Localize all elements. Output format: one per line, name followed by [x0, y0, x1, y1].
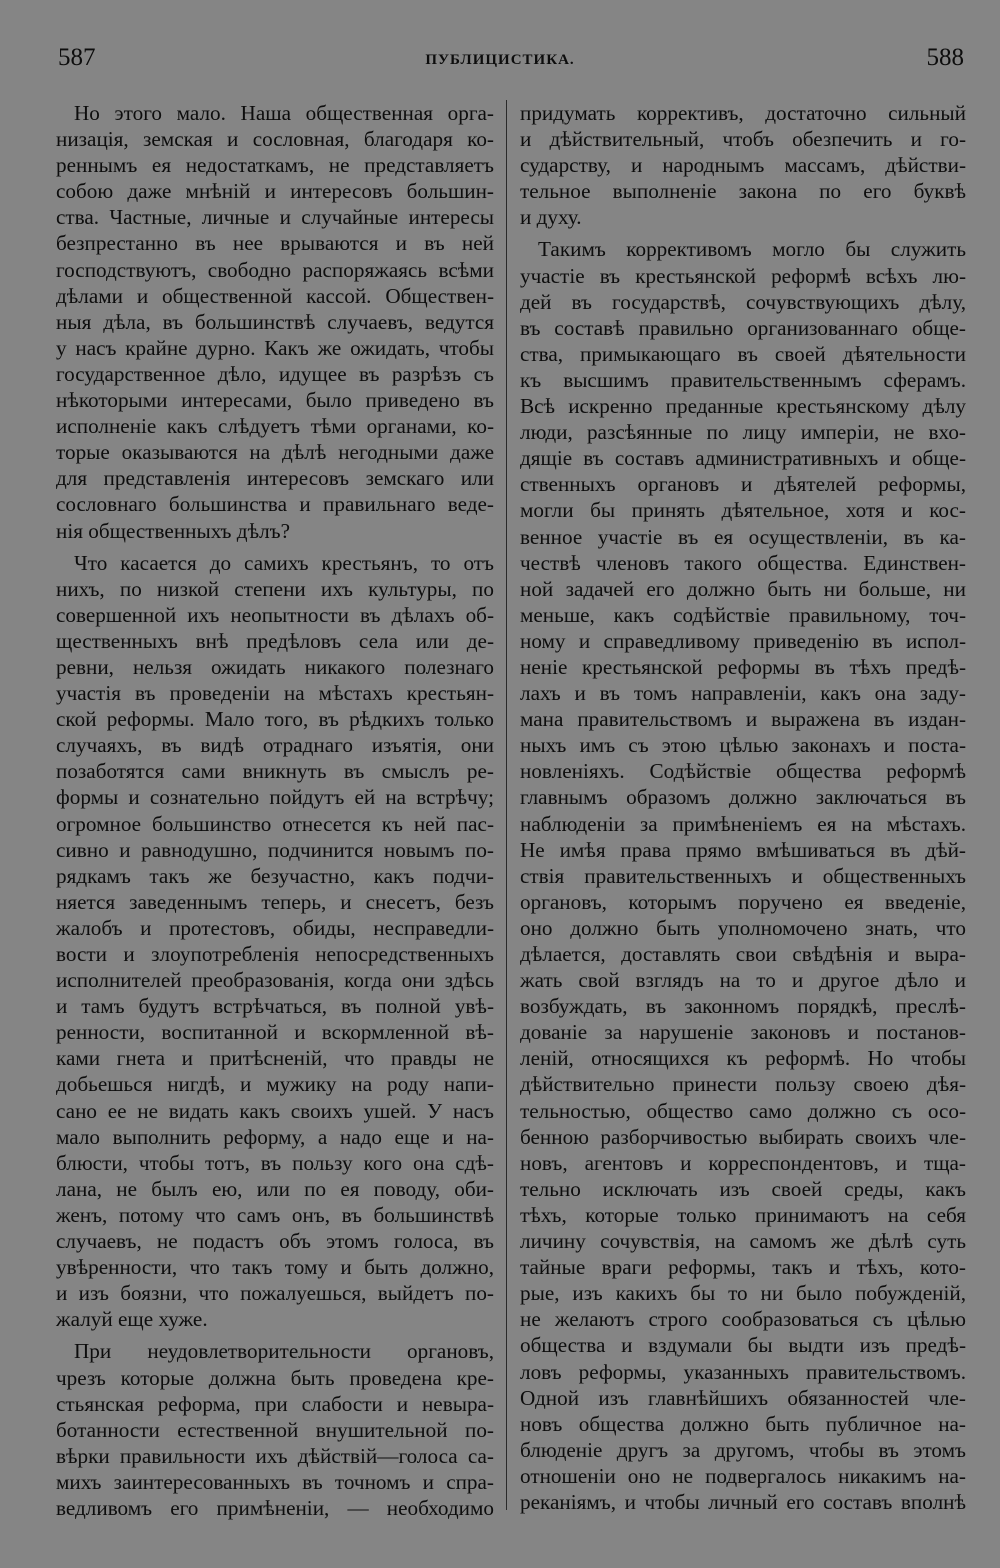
text-line: ныхъ имъ съ этою цѣлью законахъ и поста- — [520, 733, 966, 758]
text-line: господствуютъ, свободно распоряжаясь всѣми — [56, 257, 494, 282]
text-line: собою даже мнѣній и интересовъ большин- — [56, 179, 494, 204]
text-line: сано ее не видать какъ своихъ ушей. У насъ — [56, 1098, 494, 1123]
text-line: дованіе за нарушеніе законовъ и постанов- — [520, 1020, 966, 1045]
running-title: ПУБЛИЦИСТИКА. — [425, 52, 575, 68]
text-line: ловъ реформы, указанныхъ правительствомъ. — [520, 1359, 966, 1384]
text-line: случаевъ, не подастъ объ этомъ голоса, въ — [56, 1229, 494, 1254]
text-line: ства. Частные, личные и случайные интересы — [56, 205, 494, 230]
text-line: дей въ государствѣ, сочувствующихъ дѣлу, — [520, 289, 966, 314]
text-line: вѣрки правильности ихъ дѣйствій—голоса са- — [56, 1443, 494, 1468]
text-line: Такимъ коррективомъ могло бы служить — [538, 237, 966, 262]
text-line: ботанности естественной внушительной по- — [56, 1417, 494, 1442]
text-line: меньше, какъ содѣйствіе правильному, точ- — [520, 602, 966, 627]
paragraph — [56, 100, 494, 544]
text-line: добьешься нигдѣ, и мужику на роду напи- — [56, 1072, 494, 1097]
paragraph — [56, 1338, 494, 1521]
text-line: дѣлами и общественной кассой. Обществен- — [56, 283, 494, 308]
text-line: сословнаго большинства и правильнаго веде- — [56, 492, 494, 517]
text-line: нихъ, по низкой степени ихъ культуры, по — [56, 576, 494, 601]
text-line: ныя дѣла, въ большинствѣ случаевъ, ведутся — [56, 309, 494, 334]
text-line: ствія правительственныхъ и общественныхъ — [520, 863, 966, 888]
text-line: органовъ, которымъ поручено ея введеніе, — [520, 889, 966, 914]
text-line: реннымъ ея недостаткамъ, не представляетъ — [56, 153, 494, 178]
paragraph — [520, 236, 966, 1515]
text-line: мана правительствомъ и выражена въ издан- — [520, 707, 966, 732]
text-line: нія общественныхъ дѣлъ? — [56, 518, 291, 543]
text-line: нѣкоторыми интересами, было приведено въ — [56, 388, 494, 413]
text-line: оно должно быть уполномочено знать, что — [520, 915, 966, 940]
text-line: увѣренности, что такъ тому и быть должно, — [56, 1255, 494, 1280]
text-line: лана, не былъ ею, или по ея поводу, оби- — [56, 1176, 494, 1201]
text-line: стьянская реформа, при слабости и невыра- — [56, 1391, 494, 1416]
page-number-left: 587 — [58, 44, 96, 71]
text-line: и духу. — [520, 205, 582, 230]
text-line: чествѣ членовъ такого общества. Единствен- — [520, 550, 966, 575]
text-line: ренности, воспитанной и вскормленной вѣ- — [56, 1020, 494, 1045]
text-line: случаяхъ, въ видѣ отраднаго изъятія, они — [56, 733, 494, 758]
text-line: позаботятся сами вникнуть въ смыслъ ре- — [56, 759, 494, 784]
text-line: Не имѣя права прямо вмѣшиваться въ дѣй- — [520, 837, 966, 862]
text-line: тѣхъ, которые только принимаютъ на себя — [520, 1202, 966, 1227]
text-line: наблюденіи за примѣненіемъ ея на мѣстахъ. — [520, 811, 966, 836]
text-line: низація, земская и сословная, благодаря ко- — [56, 127, 494, 152]
text-line: блюденіе другъ за другомъ, чтобы въ этомъ — [520, 1437, 966, 1462]
text-line: леній, относящихся къ реформѣ. Но чтобы — [520, 1046, 966, 1071]
text-line: няется заведеннымъ теперь, и снесетъ, безъ — [56, 889, 494, 914]
text-line: ревни, нельзя ожидать никакого полезнаго — [56, 654, 494, 679]
text-line: михъ заинтересованныхъ въ точномъ и спра- — [56, 1469, 494, 1494]
text-line: Всѣ искренно преданные крестьянскому дѣлу — [520, 394, 966, 419]
text-line: жалуй еще хуже. — [56, 1307, 208, 1332]
text-line: и изъ боязни, что пожалуешься, выйдетъ по- — [56, 1281, 494, 1306]
text-line: реканіямъ, и чтобы личный его составъ вполнѣ — [520, 1489, 966, 1514]
column-divider — [506, 100, 507, 1510]
text-line: ной задачей его должно быть ни больше, ни — [520, 576, 966, 601]
text-line: новъ, агентовъ и корреспондентовъ, и тща- — [520, 1150, 966, 1175]
text-line: дящіе въ составъ административныхъ и обще- — [520, 446, 966, 471]
text-line: При неудовлетворительности органовъ, — [74, 1339, 494, 1364]
page-number-right: 588 — [926, 44, 964, 71]
text-line: Но этого мало. Наша общественная орга- — [74, 101, 494, 125]
text-line: дѣлается, доставлять свои свѣдѣнія и выра- — [520, 942, 966, 966]
text-line: исполнителей преобразованія, когда они здѣсь — [56, 968, 494, 993]
text-line: сивно и равнодушно, подчинится новымъ по- — [56, 837, 494, 862]
text-line: тельное выполненіе закона по его буквѣ — [520, 179, 966, 204]
page-header — [0, 44, 1000, 84]
text-line: чрезъ которые должна быть проведена кре- — [56, 1365, 494, 1390]
text-line: къ высшимъ правительственнымъ сферамъ. — [520, 367, 966, 392]
right-text-column — [520, 100, 966, 1521]
text-line: возбуждать, въ законномъ порядкѣ, преслѣ- — [520, 994, 966, 1019]
text-line: дѣйствительно принести пользу своею дѣя- — [520, 1072, 966, 1097]
text-line: личину сочувствія, на самомъ же дѣлѣ суть — [520, 1229, 966, 1254]
text-line: общества и вздумали бы выдти изъ предѣ- — [520, 1333, 966, 1358]
text-line: совершенной ихъ неопытности въ дѣлахъ об- — [56, 602, 494, 627]
text-line: жать свой взглядъ на то и другое дѣло и — [520, 968, 966, 993]
paragraph — [56, 550, 494, 1333]
text-line: участіе въ крестьянской реформѣ всѣхъ лю- — [520, 263, 966, 288]
text-line: Одной изъ главнѣйшихъ обязанностей чле- — [520, 1385, 966, 1410]
text-line: ственныхъ органовъ и дѣятелей реформы, — [520, 472, 966, 497]
text-line: торые оказываются на дѣлѣ негодными даже — [56, 440, 494, 465]
text-line: могли бы принять дѣятельное, хотя и кос- — [520, 498, 966, 523]
text-line: новленіяхъ. Содѣйствіе общества реформѣ — [520, 759, 966, 784]
paragraph — [520, 100, 966, 230]
text-line: ками гнета и притѣсненій, что правды не — [56, 1046, 494, 1071]
text-line: безпрестанно въ нее врываются и въ ней — [56, 231, 494, 256]
text-line: тайные враги реформы, такъ и тѣхъ, кото- — [520, 1255, 966, 1280]
text-line: главнымъ образомъ должно заключаться въ — [520, 785, 966, 810]
text-line: придумать коррективъ, достаточно сильный — [520, 101, 966, 125]
text-line: въ составѣ правильно организованнаго обще- — [520, 315, 966, 340]
text-line: неніе крестьянской реформы въ тѣхъ предѣ- — [520, 654, 966, 679]
left-text-column — [56, 100, 494, 1527]
text-line: рые, изъ какихъ бы то ни было побужденій, — [520, 1281, 966, 1306]
text-line: для представленія интересовъ земскаго или — [56, 466, 494, 491]
text-line: жалобъ и протестовъ, обиды, несправедли- — [56, 915, 494, 940]
text-line: формы и сознательно пойдутъ ей на встрѣчу; — [56, 785, 494, 810]
text-line: участія въ проведеніи на мѣстахъ крестьян- — [56, 681, 494, 706]
text-line: сударству, и народнымъ массамъ, дѣйстви- — [520, 153, 966, 178]
text-line: ской реформы. Мало того, въ рѣдкихъ только — [56, 707, 494, 732]
text-line: венное участіе въ ея осуществленіи, въ ка- — [520, 524, 966, 549]
text-line: Что касается до самихъ крестьянъ, то отъ — [74, 550, 494, 575]
text-line: ства, примыкающаго въ своей дѣятельности — [520, 341, 966, 366]
text-line: вости и злоупотребленія непосредственныхъ — [56, 942, 494, 966]
text-line: не желаютъ строго сообразоваться съ цѣлью — [520, 1307, 966, 1332]
text-line: женъ, потому что самъ онъ, въ большинствѣ — [56, 1202, 494, 1227]
text-line: государственное дѣло, идущее въ разрѣзъ съ — [56, 361, 494, 386]
text-line: блюсти, чтобы тотъ, въ пользу кого она сдѣ- — [56, 1150, 494, 1175]
text-line: новъ общества должно быть публичное на- — [520, 1411, 966, 1436]
text-line: тельностью, общество само должно съ осо- — [520, 1098, 966, 1123]
text-line: бенною разборчивостью выбирать своихъ чле- — [520, 1124, 966, 1149]
text-line: лахъ и въ томъ направленіи, какъ она заду- — [520, 681, 966, 706]
text-line: люди, разсѣянные по лицу имперіи, не вхо- — [520, 420, 966, 445]
text-line: тельно исключать изъ своей среды, какъ — [520, 1176, 966, 1201]
text-line: и тамъ будутъ встрѣчаться, въ полной увѣ- — [56, 994, 494, 1019]
text-line: исполненіе какъ слѣдуетъ тѣми органами, ко- — [56, 414, 494, 439]
text-line: ному и справедливому приведенію въ испол- — [520, 628, 966, 653]
text-line: щественныхъ внѣ предѣловъ села или де- — [56, 628, 494, 653]
text-line: у насъ крайне дурно. Какъ же ожидать, чтобы — [56, 335, 494, 360]
text-line: ведливомъ его примѣненіи, — необходимо — [56, 1495, 494, 1520]
text-line: и дѣйствительный, чтобъ обезпечить и го- — [520, 127, 966, 152]
text-line: огромное большинство отнесется къ ней пас- — [56, 811, 494, 836]
text-line: мало выполнить реформу, а надо еще и на- — [56, 1124, 494, 1149]
text-line: отношеніи оно не подвергалось никакимъ на- — [520, 1463, 966, 1488]
text-line: рядкамъ такъ же безучастно, какъ подчи- — [56, 863, 494, 888]
